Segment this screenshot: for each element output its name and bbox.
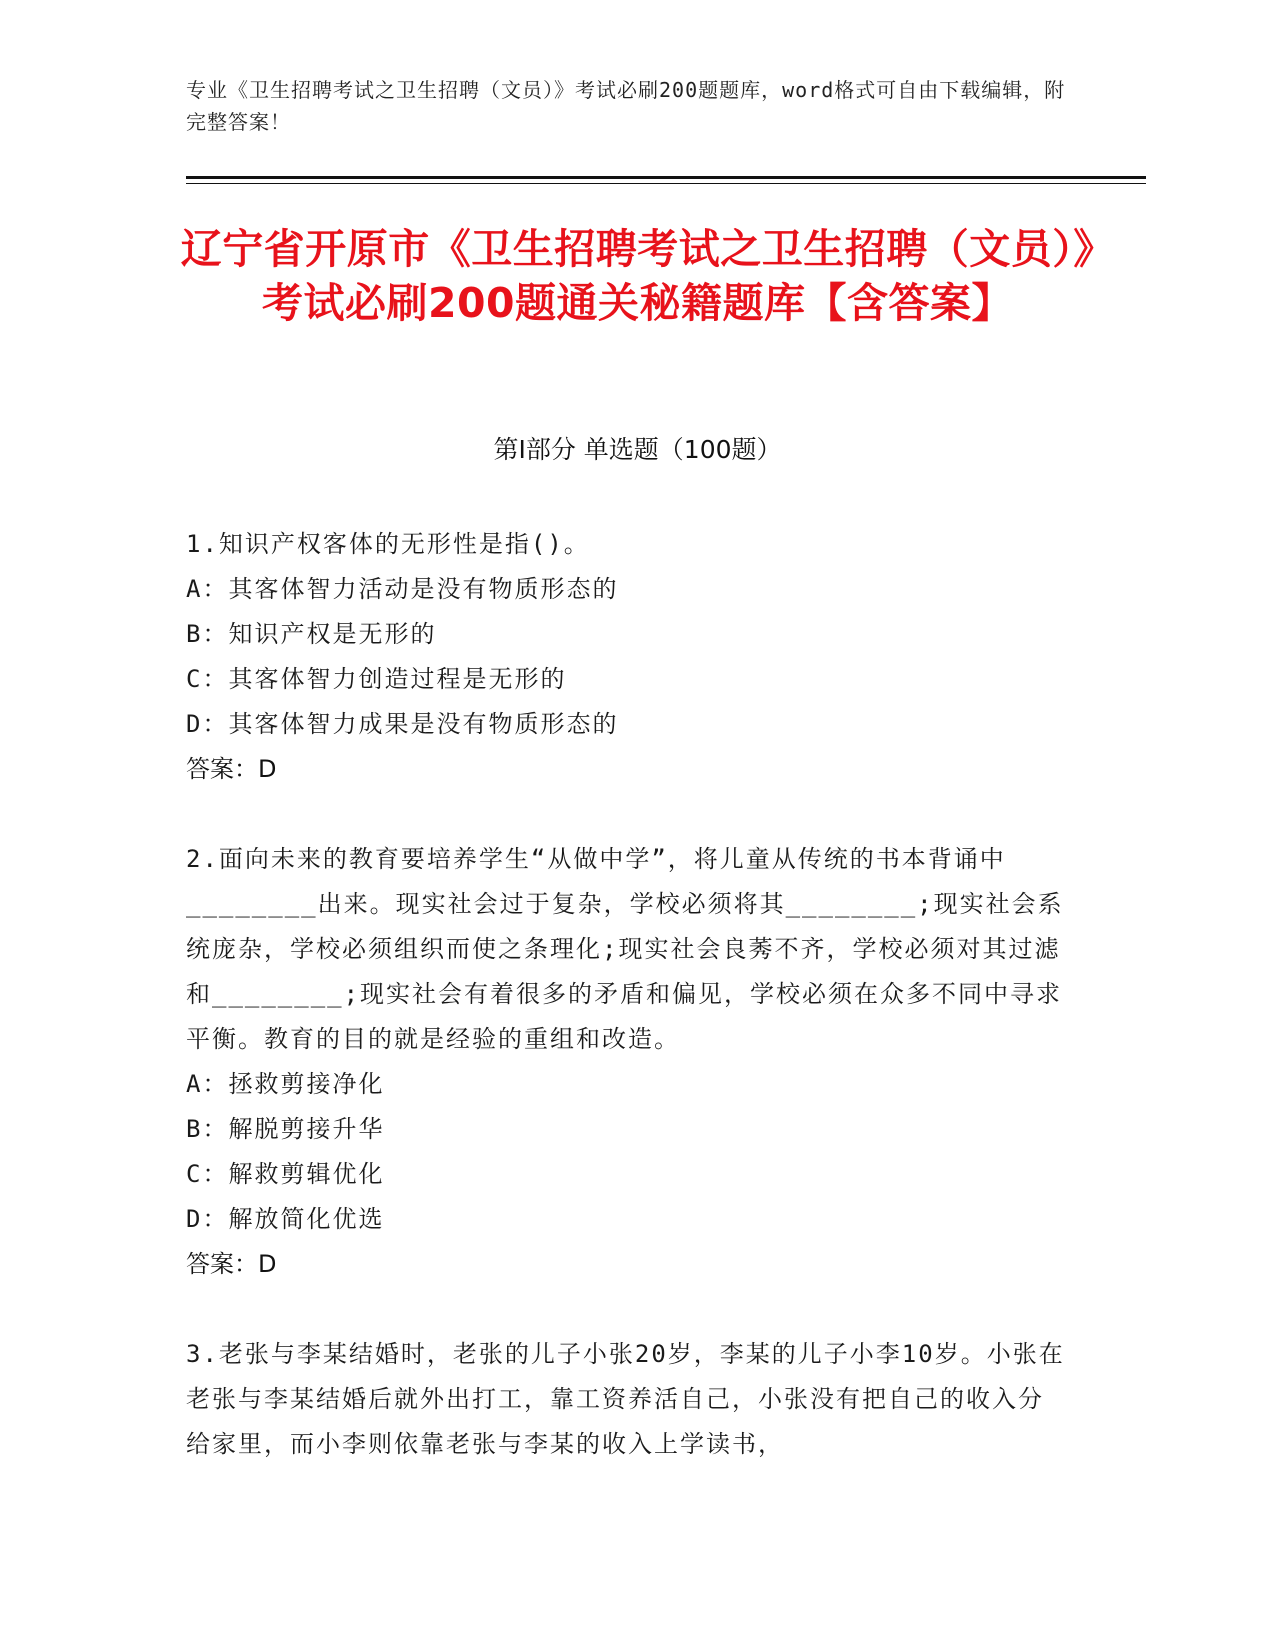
option-b: B：知识产权是无形的 [186, 620, 437, 648]
answer: 答案：D [186, 755, 277, 783]
question-list [186, 522, 1066, 1512]
option-d: D：解放简化优选 [186, 1205, 385, 1233]
question-item [186, 1332, 1066, 1467]
header-divider-thin [186, 183, 1146, 184]
answer: 答案：D [186, 1250, 277, 1278]
header-divider [186, 176, 1146, 179]
question-item [186, 837, 1066, 1287]
header-note: 专业《卫生招聘考试之卫生招聘（文员）》考试必刷200题题库，word格式可自由下载编辑，附完整答案！ [186, 78, 1066, 134]
question-stem: 2.面向未来的教育要培养学生“从做中学”，将儿童从传统的书本背诵中________出来。现实社会过于复杂，学校必须将其________;现实社会系统庞杂，学校必须组织而使之条理化;现实社会良莠不齐，学校必须对其过滤和________;现实社会有着很多的矛盾和偏见，学校必须在众多不同中寻求平衡。教育的目的就是经验的重组和改造。 [186, 845, 1064, 1053]
option-a: A：其客体智力活动是没有物质形态的 [186, 575, 619, 603]
option-b: B：解脱剪接升华 [186, 1115, 385, 1143]
section-title: 第I部分 单选题（100题） [493, 435, 782, 464]
question-stem: 1.知识产权客体的无形性是指()。 [186, 530, 590, 558]
option-a: A：拯救剪接净化 [186, 1070, 385, 1098]
option-d: D：其客体智力成果是没有物质形态的 [186, 710, 619, 738]
option-c: C：其客体智力创造过程是无形的 [186, 665, 567, 693]
question-stem: 3.老张与李某结婚时，老张的儿子小张20岁，李某的儿子小李10岁。小张在老张与李某结婚后就外出打工，靠工资养活自己，小张没有把自己的收入分给家里，而小李则依靠老张与李某的收入上学读书， [186, 1340, 1065, 1458]
option-c: C：解救剪辑优化 [186, 1160, 385, 1188]
document-title: 辽宁省开原市《卫生招聘考试之卫生招聘（文员）》考试必刷200题通关秘籍题库【含答案】 [180, 225, 1095, 327]
question-item [186, 522, 1066, 792]
